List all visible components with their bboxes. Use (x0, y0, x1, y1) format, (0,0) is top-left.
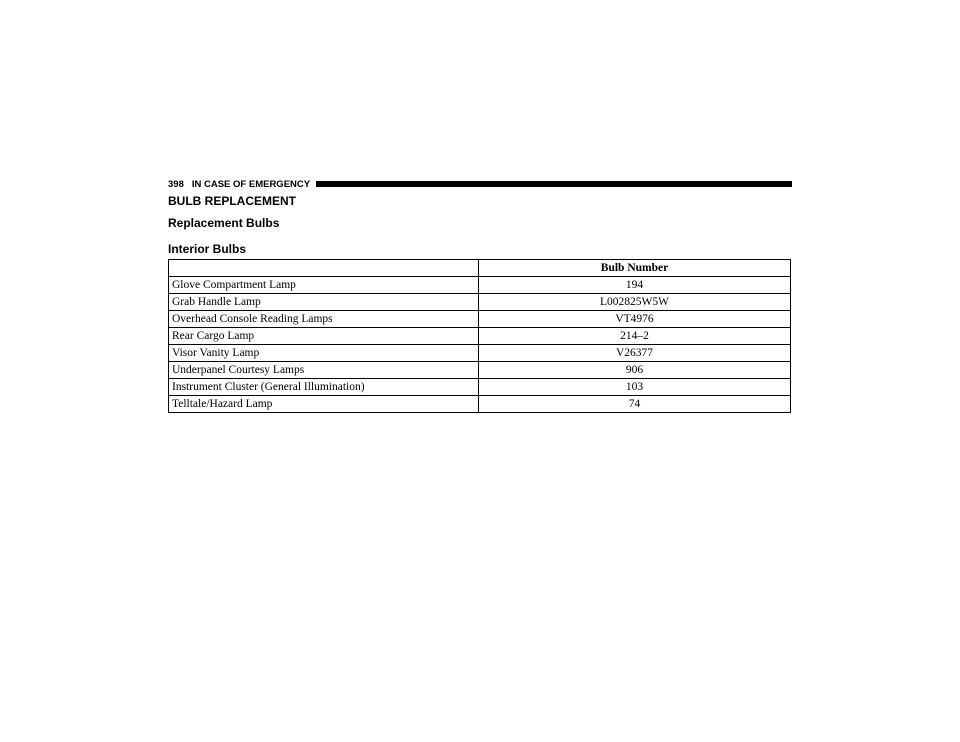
table-header-row (169, 260, 791, 277)
bulb-number: 214–2 (479, 328, 791, 345)
table-row (169, 311, 791, 328)
lamp-name: Telltale/Hazard Lamp (169, 396, 479, 413)
table-row (169, 328, 791, 345)
lamp-name: Overhead Console Reading Lamps (169, 311, 479, 328)
page-header (168, 178, 792, 190)
bulb-number: V26377 (479, 345, 791, 362)
lamp-name: Visor Vanity Lamp (169, 345, 479, 362)
subsection-heading: Replacement Bulbs (168, 216, 280, 230)
section-heading: BULB REPLACEMENT (168, 194, 296, 208)
table-row (169, 294, 791, 311)
table-row (169, 362, 791, 379)
table-row (169, 379, 791, 396)
table-row (169, 396, 791, 413)
bulb-number: 74 (479, 396, 791, 413)
bulb-number: 194 (479, 277, 791, 294)
section-title: IN CASE OF EMERGENCY (191, 178, 311, 190)
column-header-lamp (169, 260, 479, 277)
table-heading: Interior Bulbs (168, 242, 247, 256)
lamp-name: Underpanel Courtesy Lamps (169, 362, 479, 379)
table-row (169, 277, 791, 294)
table-row (169, 345, 791, 362)
bulb-number: VT4976 (479, 311, 791, 328)
page-number: 398 (168, 178, 184, 190)
bulb-number: 906 (479, 362, 791, 379)
lamp-name: Glove Compartment Lamp (169, 277, 479, 294)
lamp-name: Instrument Cluster (General Illumination) (169, 379, 479, 396)
column-header-bulb-number: Bulb Number (479, 260, 791, 277)
bulb-number: 103 (479, 379, 791, 396)
header-rule (316, 181, 792, 187)
lamp-name: Rear Cargo Lamp (169, 328, 479, 345)
bulb-number: L002825W5W (479, 294, 791, 311)
lamp-name: Grab Handle Lamp (169, 294, 479, 311)
bulb-table (168, 259, 791, 413)
